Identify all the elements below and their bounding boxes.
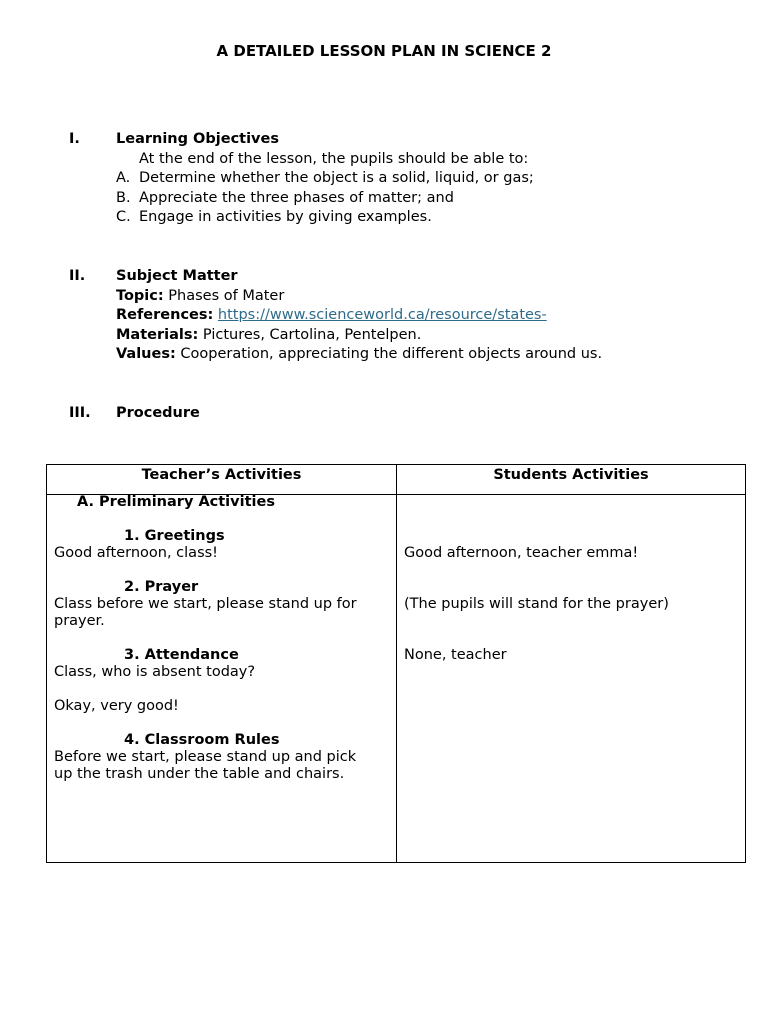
attendance-student-text: None, teacher <box>404 647 507 663</box>
topic-line <box>116 288 284 304</box>
materials-line <box>116 327 421 343</box>
values-value: Cooperation, appreciating the different objects around us. <box>180 346 603 362</box>
objective-b-text: Appreciate the three phases of matter; and <box>139 190 454 206</box>
section-3-number: III. <box>69 405 91 421</box>
materials-value: Pictures, Cartolina, Pentelpen. <box>202 327 422 343</box>
rules-teacher-line-2: up the trash under the table and chairs. <box>54 766 345 782</box>
references-label: References: <box>116 307 214 323</box>
section-3-heading: Procedure <box>116 405 200 421</box>
prayer-student-text: (The pupils will stand for the prayer) <box>404 596 669 612</box>
section-2-number: II. <box>69 268 86 284</box>
objective-a-letter: A. <box>116 170 131 186</box>
objective-c-letter: C. <box>116 209 131 225</box>
objective-c-text: Engage in activities by giving examples. <box>139 209 432 225</box>
references-link[interactable]: https://www.scienceworld.ca/resource/states- <box>217 307 547 323</box>
topic-label: Topic: <box>116 288 164 304</box>
attendance-teacher-line-1: Class, who is absent today? <box>54 664 256 680</box>
column-divider <box>396 465 397 862</box>
rules-teacher-line-1: Before we start, please stand up and pick <box>54 749 357 765</box>
attendance-teacher-line-2: Okay, very good! <box>54 698 179 714</box>
document-title: A DETAILED LESSON PLAN IN SCIENCE 2 <box>216 42 552 60</box>
references-line <box>116 307 547 323</box>
teacher-activities-header: Teacher’s Activities <box>141 467 302 483</box>
preliminary-activities-heading: A. Preliminary Activities <box>77 494 275 510</box>
objective-b-letter: B. <box>116 190 131 206</box>
greetings-teacher-text: Good afternoon, class! <box>54 545 218 561</box>
section-2-heading: Subject Matter <box>116 268 238 284</box>
values-label: Values: <box>116 346 176 362</box>
prayer-teacher-line-1: Class before we start, please stand up for <box>54 596 357 612</box>
materials-label: Materials: <box>116 327 199 343</box>
section-1-number: I. <box>69 131 80 147</box>
section-1-heading: Learning Objectives <box>116 131 279 147</box>
attendance-heading: 3. Attendance <box>124 647 239 663</box>
students-activities-header: Students Activities <box>493 467 649 483</box>
topic-value: Phases of Mater <box>168 288 285 304</box>
objectives-intro: At the end of the lesson, the pupils should be able to: <box>139 151 529 167</box>
values-line <box>116 346 602 362</box>
greetings-student-text: Good afternoon, teacher emma! <box>404 545 639 561</box>
objective-a-text: Determine whether the object is a solid, liquid, or gas; <box>139 170 534 186</box>
procedure-table <box>46 464 746 863</box>
prayer-teacher-line-2: prayer. <box>54 613 105 629</box>
greetings-heading: 1. Greetings <box>124 528 225 544</box>
classroom-rules-heading: 4. Classroom Rules <box>124 732 280 748</box>
prayer-heading: 2. Prayer <box>124 579 199 595</box>
